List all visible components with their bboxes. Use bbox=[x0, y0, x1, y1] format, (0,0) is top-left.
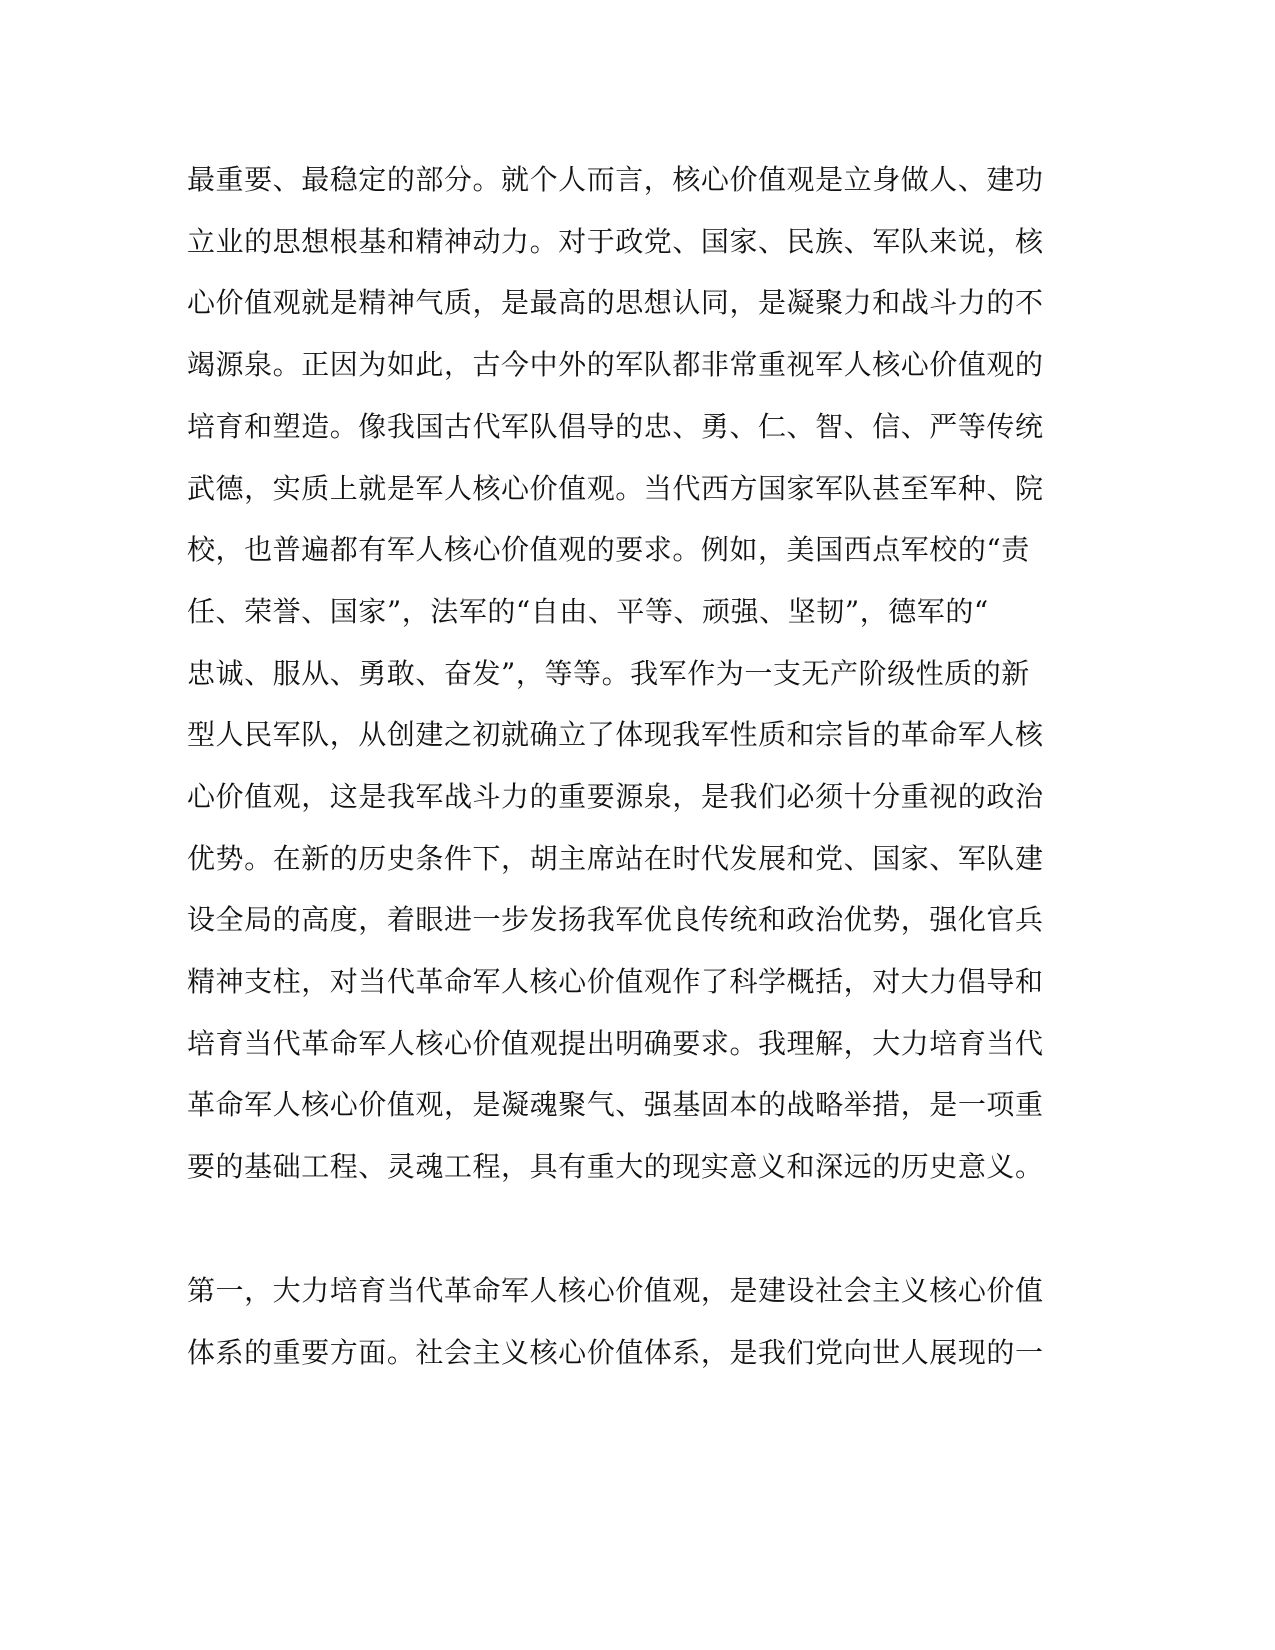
text-line: 忠诚、服从、勇敢、奋发”，等等。我军作为一支无产阶级性质的新 bbox=[187, 657, 1030, 690]
text-line: 立业的思想根基和精神动力。对于政党、国家、民族、军队来说，核 bbox=[187, 225, 1044, 258]
text-line: 优势。在新的历史条件下，胡主席站在时代发展和党、国家、军队建 bbox=[187, 842, 1044, 875]
text-line: 心价值观就是精神气质，是最高的思想认同，是凝聚力和战斗力的不 bbox=[187, 286, 1044, 319]
text-line: 心价值观，这是我军战斗力的重要源泉，是我们必须十分重视的政治 bbox=[187, 780, 1044, 813]
text-line: 精神支柱，对当代革命军人核心价值观作了科学概括，对大力倡导和 bbox=[187, 965, 1044, 998]
text-line: 任、荣誉、国家”，法军的“自由、平等、顽强、坚韧”，德军的“ bbox=[187, 595, 989, 628]
text-line: 最重要、最稳定的部分。就个人而言，核心价值观是立身做人、建功 bbox=[187, 163, 1044, 196]
text-line: 武德，实质上就是军人核心价值观。当代西方国家军队甚至军种、院 bbox=[187, 472, 1044, 505]
text-line: 培育当代革命军人核心价值观提出明确要求。我理解，大力培育当代 bbox=[187, 1027, 1044, 1060]
text-line: 设全局的高度，着眼进一步发扬我军优良传统和政治优势，强化官兵 bbox=[187, 903, 1044, 936]
text-line: 革命军人核心价值观，是凝魂聚气、强基固本的战略举措，是一项重 bbox=[187, 1088, 1044, 1121]
text-line: 校，也普遍都有军人核心价值观的要求。例如，美国西点军校的“责 bbox=[187, 533, 1030, 566]
text-line: 型人民军队，从创建之初就确立了体现我军性质和宗旨的革命军人核 bbox=[187, 718, 1044, 751]
text-line: 竭源泉。正因为如此，古今中外的军队都非常重视军人核心价值观的 bbox=[187, 348, 1044, 381]
text-line: 要的基础工程、灵魂工程，具有重大的现实意义和深远的历史意义。 bbox=[187, 1150, 1044, 1183]
text-line: 体系的重要方面。社会主义核心价值体系，是我们党向世人展现的一 bbox=[187, 1336, 1044, 1369]
text-line: 第一，大力培育当代革命军人核心价值观，是建设社会主义核心价值 bbox=[187, 1274, 1044, 1307]
text-line: 培育和塑造。像我国古代军队倡导的忠、勇、仁、智、信、严等传统 bbox=[187, 410, 1044, 443]
